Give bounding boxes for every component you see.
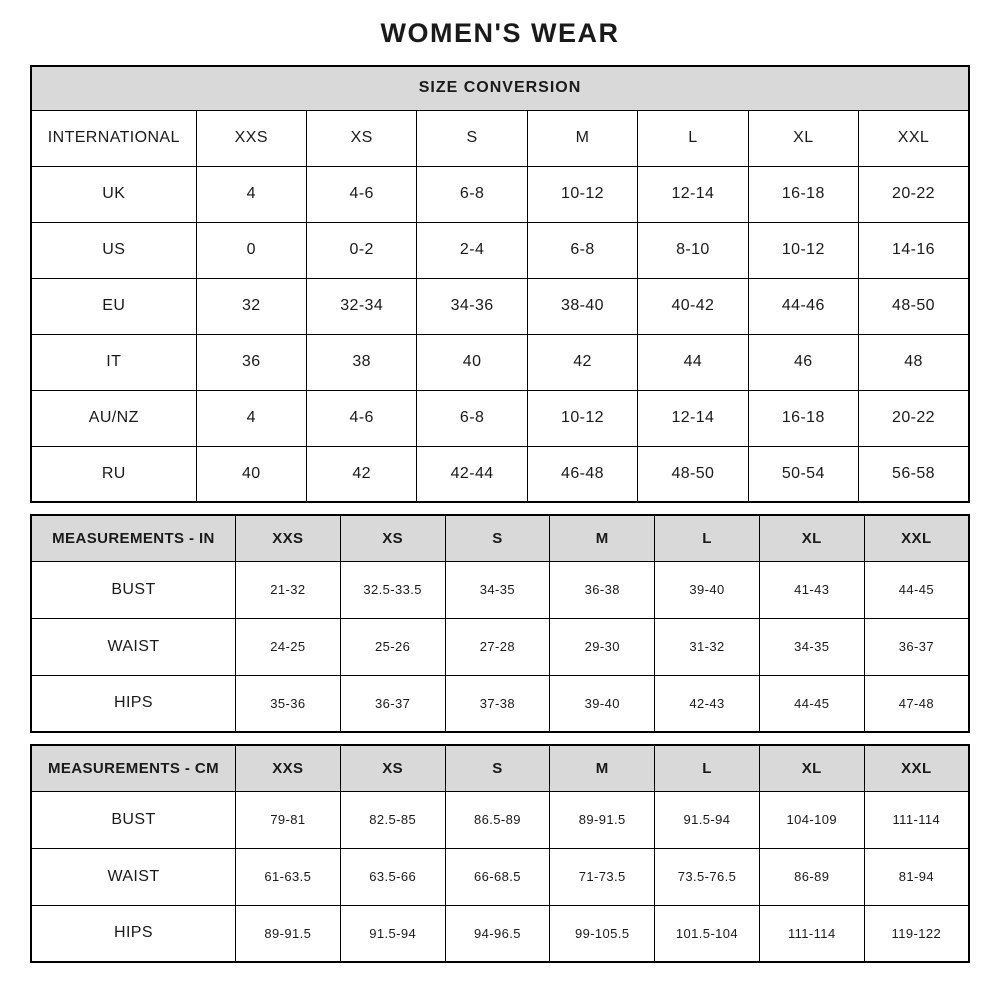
row-header-cell: WAIST — [31, 618, 235, 675]
data-cell: 46-48 — [527, 446, 637, 502]
data-cell: 29-30 — [550, 618, 655, 675]
data-cell: 47-48 — [864, 675, 969, 732]
table-row — [31, 222, 969, 278]
data-cell: 66-68.5 — [445, 848, 550, 905]
table-row — [31, 446, 969, 502]
column-header-cell: XXL — [864, 515, 969, 561]
column-header-cell: S — [445, 515, 550, 561]
row-header-cell: BUST — [31, 561, 235, 618]
column-header-cell: XL — [759, 745, 864, 791]
measurements-in-table — [30, 514, 970, 733]
data-cell: 71-73.5 — [550, 848, 655, 905]
data-cell: 61-63.5 — [235, 848, 340, 905]
data-cell: 48-50 — [638, 446, 748, 502]
data-cell: 89-91.5 — [550, 791, 655, 848]
data-cell: 4 — [196, 166, 306, 222]
data-cell: 91.5-94 — [340, 905, 445, 962]
data-cell: 73.5-76.5 — [655, 848, 760, 905]
column-header-cell: S — [417, 110, 527, 166]
data-cell: 119-122 — [864, 905, 969, 962]
data-cell: 36-38 — [550, 561, 655, 618]
corner-header-cell: MEASUREMENTS - CM — [31, 745, 235, 791]
column-header-cell: L — [655, 745, 760, 791]
data-cell: 10-12 — [748, 222, 858, 278]
data-cell: 25-26 — [340, 618, 445, 675]
data-cell: 38-40 — [527, 278, 637, 334]
data-cell: 14-16 — [859, 222, 969, 278]
data-cell: 44-45 — [864, 561, 969, 618]
data-cell: 50-54 — [748, 446, 858, 502]
data-cell: 37-38 — [445, 675, 550, 732]
page-title: WOMEN'S WEAR — [380, 18, 620, 48]
row-header-cell: US — [31, 222, 196, 278]
corner-header-cell: MEASUREMENTS - IN — [31, 515, 235, 561]
table-row — [31, 905, 969, 962]
table-row — [31, 278, 969, 334]
data-cell: 16-18 — [748, 166, 858, 222]
data-cell: 32.5-33.5 — [340, 561, 445, 618]
column-header-cell: XXL — [864, 745, 969, 791]
data-cell: 31-32 — [655, 618, 760, 675]
column-header-cell: M — [550, 515, 655, 561]
data-cell: 104-109 — [759, 791, 864, 848]
data-cell: 42-43 — [655, 675, 760, 732]
data-cell: 79-81 — [235, 791, 340, 848]
data-cell: 42-44 — [417, 446, 527, 502]
data-cell: 46 — [748, 334, 858, 390]
table-row — [31, 848, 969, 905]
data-cell: 44 — [638, 334, 748, 390]
data-cell: 6-8 — [527, 222, 637, 278]
data-cell: 20-22 — [859, 166, 969, 222]
row-header-cell: HIPS — [31, 675, 235, 732]
column-header-cell: L — [638, 110, 748, 166]
column-header-cell: XXS — [235, 515, 340, 561]
data-cell: 111-114 — [759, 905, 864, 962]
data-cell: 86-89 — [759, 848, 864, 905]
column-header-cell: XS — [340, 745, 445, 791]
data-cell: 10-12 — [527, 390, 637, 446]
data-cell: 111-114 — [864, 791, 969, 848]
corner-header-cell: INTERNATIONAL — [31, 110, 196, 166]
data-cell: 27-28 — [445, 618, 550, 675]
data-cell: 32 — [196, 278, 306, 334]
data-cell: 21-32 — [235, 561, 340, 618]
data-cell: 82.5-85 — [340, 791, 445, 848]
column-header-cell: M — [550, 745, 655, 791]
size-conversion-table — [30, 65, 970, 503]
table-row — [31, 390, 969, 446]
column-header-cell: M — [527, 110, 637, 166]
column-header-cell: XL — [759, 515, 864, 561]
data-cell: 34-35 — [445, 561, 550, 618]
data-cell: 44-46 — [748, 278, 858, 334]
table-header-row — [31, 515, 969, 561]
data-cell: 24-25 — [235, 618, 340, 675]
data-cell: 40-42 — [638, 278, 748, 334]
data-cell: 89-91.5 — [235, 905, 340, 962]
data-cell: 39-40 — [550, 675, 655, 732]
data-cell: 20-22 — [859, 390, 969, 446]
data-cell: 48-50 — [859, 278, 969, 334]
measurements-cm-table — [30, 744, 970, 963]
data-cell: 86.5-89 — [445, 791, 550, 848]
data-cell: 41-43 — [759, 561, 864, 618]
data-cell: 40 — [196, 446, 306, 502]
data-cell: 36-37 — [340, 675, 445, 732]
row-header-cell: IT — [31, 334, 196, 390]
data-cell: 4 — [196, 390, 306, 446]
table-row — [31, 618, 969, 675]
row-header-cell: UK — [31, 166, 196, 222]
row-header-cell: HIPS — [31, 905, 235, 962]
column-header-cell: XXS — [235, 745, 340, 791]
data-cell: 10-12 — [527, 166, 637, 222]
data-cell: 63.5-66 — [340, 848, 445, 905]
data-cell: 2-4 — [417, 222, 527, 278]
data-cell: 42 — [527, 334, 637, 390]
data-cell: 34-36 — [417, 278, 527, 334]
table-row — [31, 561, 969, 618]
data-cell: 12-14 — [638, 390, 748, 446]
data-cell: 39-40 — [655, 561, 760, 618]
data-cell: 38 — [306, 334, 416, 390]
data-cell: 16-18 — [748, 390, 858, 446]
table-row — [31, 675, 969, 732]
data-cell: 91.5-94 — [655, 791, 760, 848]
data-cell: 4-6 — [306, 390, 416, 446]
table-title-row — [31, 66, 969, 110]
data-cell: 35-36 — [235, 675, 340, 732]
data-cell: 8-10 — [638, 222, 748, 278]
column-header-cell: XS — [306, 110, 416, 166]
data-cell: 6-8 — [417, 166, 527, 222]
row-header-cell: AU/NZ — [31, 390, 196, 446]
data-cell: 36 — [196, 334, 306, 390]
data-cell: 6-8 — [417, 390, 527, 446]
table-title-cell: SIZE CONVERSION — [31, 66, 969, 110]
data-cell: 32-34 — [306, 278, 416, 334]
data-cell: 4-6 — [306, 166, 416, 222]
data-cell: 81-94 — [864, 848, 969, 905]
row-header-cell: RU — [31, 446, 196, 502]
data-cell: 94-96.5 — [445, 905, 550, 962]
table-header-row — [31, 110, 969, 166]
table-row — [31, 334, 969, 390]
data-cell: 34-35 — [759, 618, 864, 675]
data-cell: 0 — [196, 222, 306, 278]
column-header-cell: XL — [748, 110, 858, 166]
data-cell: 56-58 — [859, 446, 969, 502]
table-row — [31, 791, 969, 848]
data-cell: 42 — [306, 446, 416, 502]
data-cell: 12-14 — [638, 166, 748, 222]
row-header-cell: WAIST — [31, 848, 235, 905]
column-header-cell: L — [655, 515, 760, 561]
data-cell: 40 — [417, 334, 527, 390]
column-header-cell: S — [445, 745, 550, 791]
data-cell: 48 — [859, 334, 969, 390]
table-row — [31, 166, 969, 222]
data-cell: 0-2 — [306, 222, 416, 278]
row-header-cell: EU — [31, 278, 196, 334]
column-header-cell: XXS — [196, 110, 306, 166]
data-cell: 101.5-104 — [655, 905, 760, 962]
row-header-cell: BUST — [31, 791, 235, 848]
column-header-cell: XXL — [859, 110, 969, 166]
data-cell: 44-45 — [759, 675, 864, 732]
data-cell: 99-105.5 — [550, 905, 655, 962]
table-header-row — [31, 745, 969, 791]
column-header-cell: XS — [340, 515, 445, 561]
data-cell: 36-37 — [864, 618, 969, 675]
